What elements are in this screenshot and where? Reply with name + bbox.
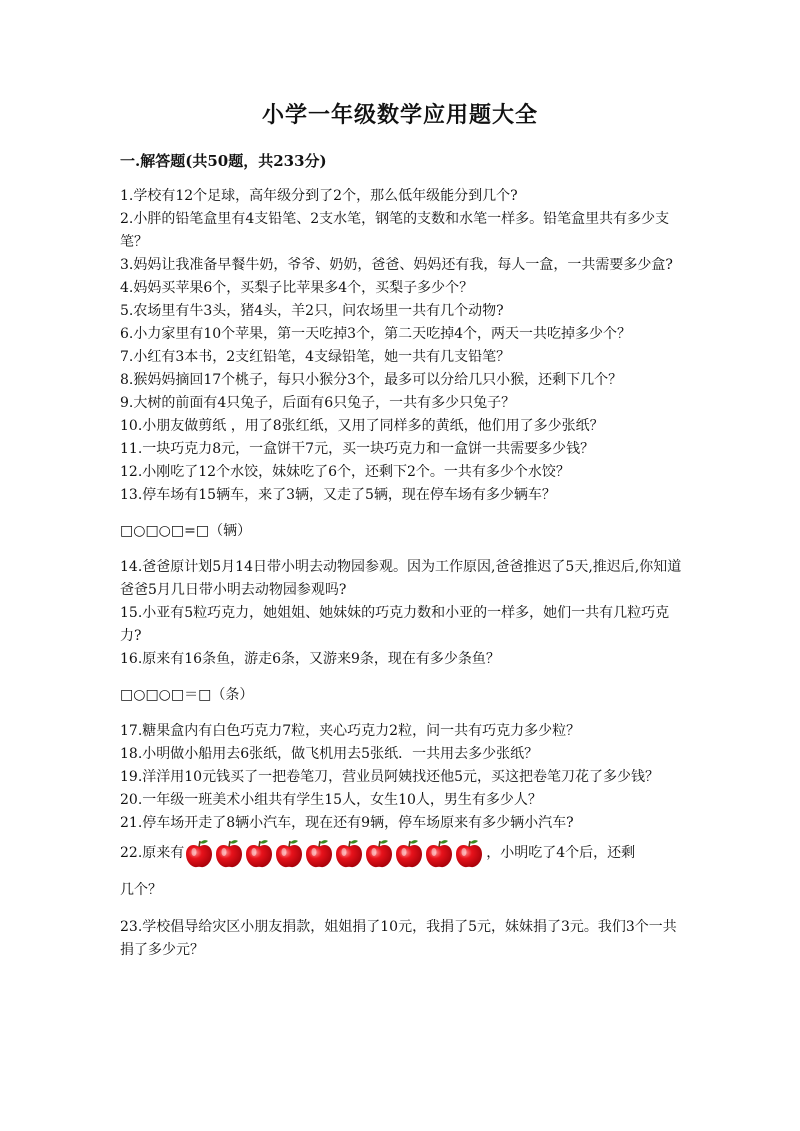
question-item: 7.小红有3本书，2支红铅笔，4支绿铅笔，她一共有几支铅笔？ [120, 349, 511, 365]
question-item: 19.洋洋用10元钱买了一把卷笔刀，营业员阿姨找还他5元，买这把卷笔刀花了多少钱？ [120, 769, 659, 785]
question-item: 16.原来有16条鱼，游走6条，又游来9条，现在有多少条鱼？ [120, 651, 500, 667]
question-item: 10.小朋友做剪纸 ，用了8张红纸，又用了同样多的黄纸，他们用了多少张纸？ [120, 418, 604, 434]
question-item: 12.小刚吃了12个水饺，妹妹吃了6个，还剩下2个。一共有多少个水饺？ [120, 464, 570, 480]
question-22-end: 几个？ [120, 882, 162, 898]
question-item: 9.大树的前面有4只兔子，后面有6只兔子，一共有多少只兔子？ [120, 395, 516, 411]
question-22 [120, 837, 685, 869]
apple-icon [395, 838, 423, 869]
question-item: 2.小胖的铅笔盒里有4支铅笔、2支水笔，钢笔的支数和水笔一样多。铅笔盒里共有多少支笔？ [120, 211, 670, 250]
question-item: 4.妈妈买苹果6个，买梨子比苹果多4个，买梨子多少个？ [120, 280, 474, 296]
question-group-a [120, 185, 685, 507]
question-item: 13.停车场有15辆车，来了3辆，又走了5辆，现在停车场有多少辆车？ [120, 487, 556, 503]
question-23: 23.学校倡导给灾区小朋友捐款，姐姐捐了10元，我捐了5元，妹妹捐了3元。我们3个一共捐了多少元？ [120, 919, 677, 958]
question-22-after: ，小明吃了4个后，还剩 [486, 845, 636, 861]
apple-icon [455, 838, 483, 869]
question-item: 17.糖果盒内有白色巧克力7粒，夹心巧克力2粒，问一共有巧克力多少粒？ [120, 723, 581, 739]
apple-icon [215, 838, 243, 869]
apple-icon [305, 838, 333, 869]
question-item: 8.猴妈妈摘回17个桃子，每只小猴分3个，最多可以分给几只小猴，还剩下几个？ [120, 372, 623, 388]
apple-icon [335, 838, 363, 869]
apple-row [185, 837, 485, 869]
formula-fish: □○□○□＝□（条） [120, 687, 254, 703]
question-item: 6.小力家里有10个苹果，第一天吃掉3个，第二天吃掉4个，两天一共吃掉多少个？ [120, 326, 631, 342]
question-item: 18.小明做小船用去6张纸，做飞机用去5张纸．一共用去多少张纸？ [120, 746, 539, 762]
question-item: 5.农场里有牛3头，猪4头，羊2只，问农场里一共有几个动物? [120, 303, 504, 319]
apple-icon [275, 838, 303, 869]
question-group-b [120, 556, 685, 671]
page-title: 小学一年级数学应用题大全 [261, 102, 538, 128]
question-item: 21.停车场开走了8辆小汽车，现在还有9辆，停车场原来有多少辆小汽车? [120, 815, 574, 831]
question-list [120, 185, 685, 962]
apple-icon [365, 838, 393, 869]
question-22-before: 22.原来有 [120, 845, 185, 861]
question-item: 11.一块巧克力8元，一盒饼干7元，买一块巧克力和一盒饼一共需要多少钱？ [120, 441, 595, 457]
question-group-c [120, 720, 685, 835]
question-item: 20.一年级一班美术小组共有学生15人，女生10人，男生有多少人？ [120, 792, 542, 808]
formula-vehicles: □○□○□=□（辆） [120, 523, 252, 539]
question-item: 15.小亚有5粒巧克力，她姐姐、她妹妹的巧克力数和小亚的一样多，她们一共有几粒巧克力? [120, 605, 670, 644]
question-item: 3.妈妈让我准备早餐牛奶，爷爷、奶奶，爸爸、妈妈还有我，每人一盒，一共需要多少盒? [120, 257, 673, 273]
section-heading: 一.解答题(共50题，共233分) [120, 152, 327, 170]
apple-icon [185, 838, 213, 869]
question-item: 1.学校有12个足球，高年级分到了2个，那么低年级能分到几个? [120, 188, 518, 204]
question-item: 14.爸爸原计划5月14日带小明去动物园参观。因为工作原因,爸爸推迟了5天,推迟后,你知道爸爸5月几日带小明去动物园参观吗? [120, 559, 682, 598]
apple-icon [425, 838, 453, 869]
apple-icon [245, 838, 273, 869]
